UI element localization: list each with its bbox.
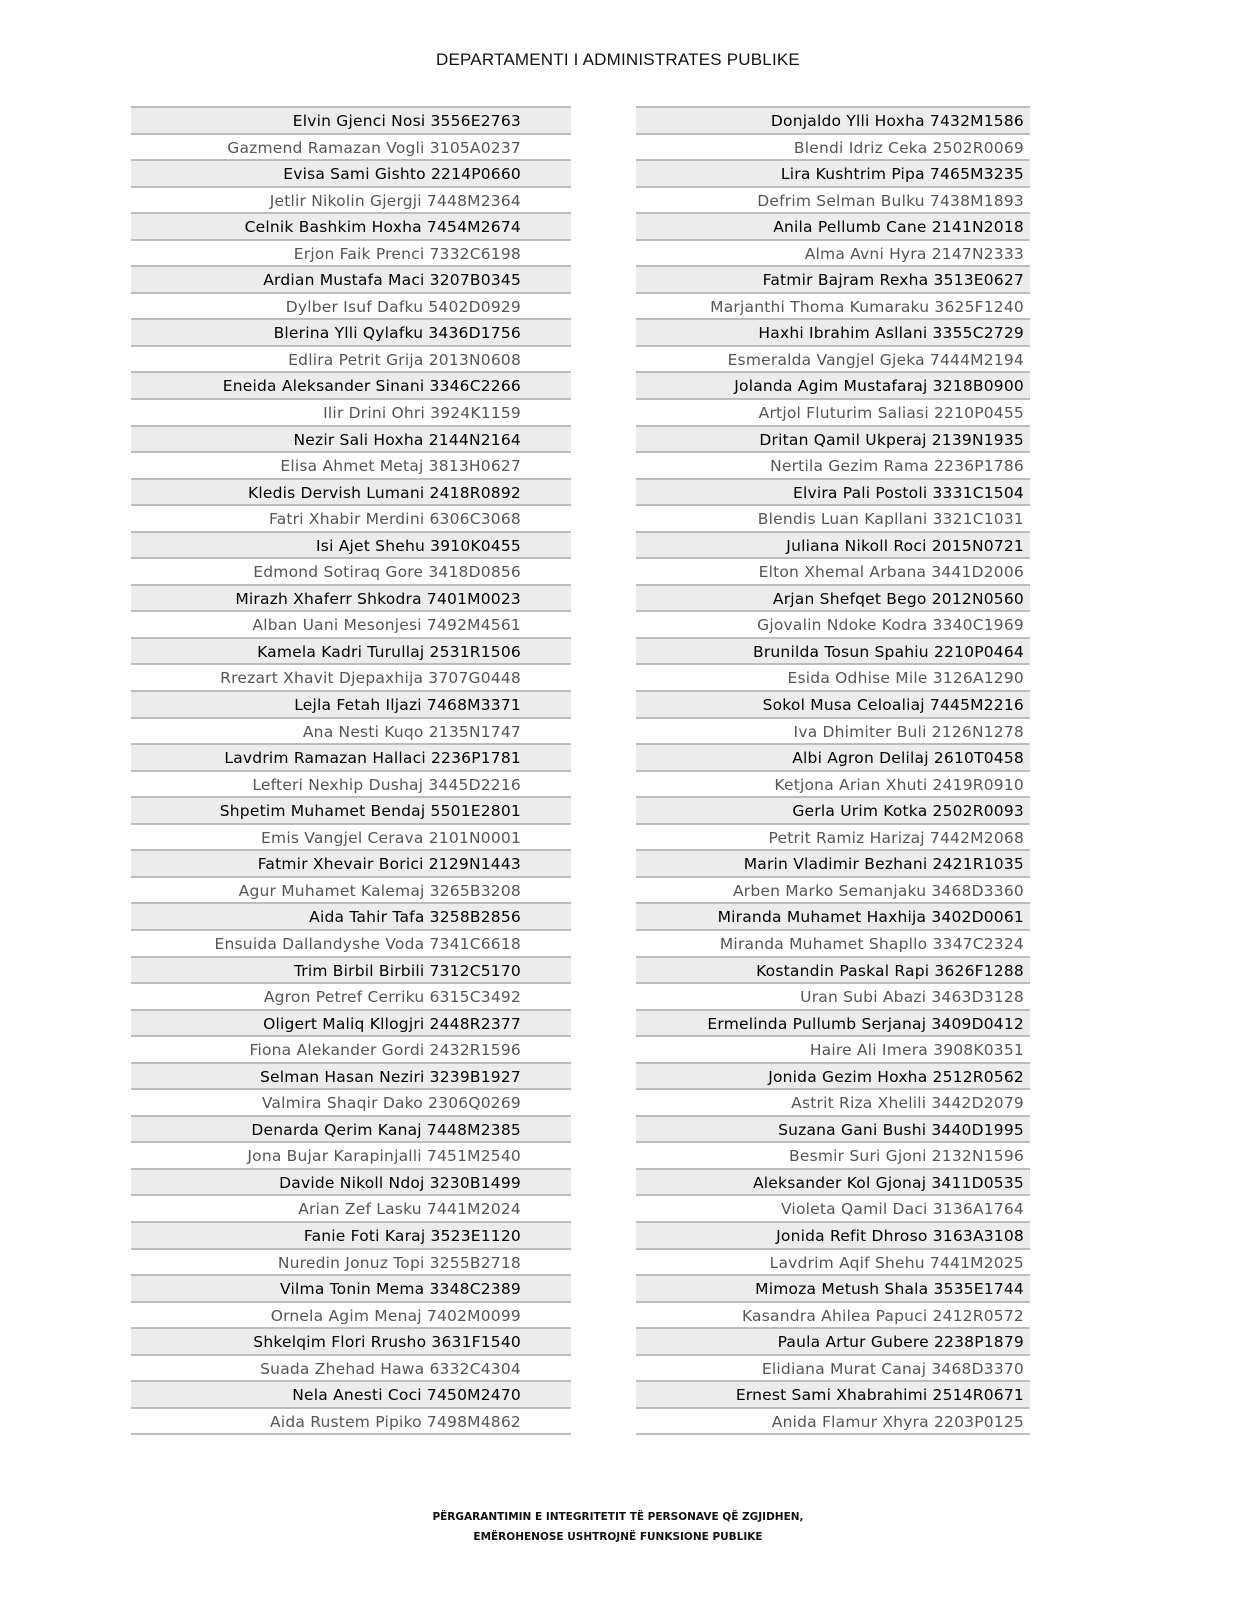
list-item: Erjon Faik Prenci 7332C6198 bbox=[131, 239, 571, 266]
list-item: Juliana Nikoll Roci 2015N0721 bbox=[636, 531, 1030, 558]
list-item: Edmond Sotiraq Gore 3418D0856 bbox=[131, 557, 571, 584]
list-item: Kostandin Paskal Rapi 3626F1288 bbox=[636, 956, 1030, 983]
list-item: Gazmend Ramazan Vogli 3105A0237 bbox=[131, 133, 571, 160]
list-item: Petrit Ramiz Harizaj 7442M2068 bbox=[636, 823, 1030, 850]
list-item: Marjanthi Thoma Kumaraku 3625F1240 bbox=[636, 292, 1030, 319]
list-item: Fatmir Bajram Rexha 3513E0627 bbox=[636, 265, 1030, 292]
list-item: Valmira Shaqir Dako 2306Q0269 bbox=[131, 1088, 571, 1115]
list-item: Iva Dhimiter Buli 2126N1278 bbox=[636, 717, 1030, 744]
list-item: Dritan Qamil Ukperaj 2139N1935 bbox=[636, 425, 1030, 452]
list-item: Nela Anesti Coci 7450M2470 bbox=[131, 1380, 571, 1407]
list-item: Trim Birbil Birbili 7312C5170 bbox=[131, 956, 571, 983]
list-item: Jonida Gezim Hoxha 2512R0562 bbox=[636, 1062, 1030, 1089]
list-item: Esmeralda Vangjel Gjeka 7444M2194 bbox=[636, 345, 1030, 372]
list-item: Davide Nikoll Ndoj 3230B1499 bbox=[131, 1168, 571, 1195]
list-item: Violeta Qamil Daci 3136A1764 bbox=[636, 1194, 1030, 1221]
list-item: Elvira Pali Postoli 3331C1504 bbox=[636, 478, 1030, 505]
list-item: Anila Pellumb Cane 2141N2018 bbox=[636, 212, 1030, 239]
list-item: Ornela Agim Menaj 7402M0099 bbox=[131, 1301, 571, 1328]
list-item: Emis Vangjel Cerava 2101N0001 bbox=[131, 823, 571, 850]
list-item: Shkelqim Flori Rrusho 3631F1540 bbox=[131, 1327, 571, 1354]
list-item: Fanie Foti Karaj 3523E1120 bbox=[131, 1221, 571, 1248]
list-item: Besmir Suri Gjoni 2132N1596 bbox=[636, 1141, 1030, 1168]
list-item: Elidiana Murat Canaj 3468D3370 bbox=[636, 1354, 1030, 1381]
list-item: Lefteri Nexhip Dushaj 3445D2216 bbox=[131, 770, 571, 797]
list-item: Lavdrim Aqif Shehu 7441M2025 bbox=[636, 1248, 1030, 1275]
list-item: Ilir Drini Ohri 3924K1159 bbox=[131, 398, 571, 425]
list-item: Albi Agron Delilaj 2610T0458 bbox=[636, 743, 1030, 770]
column-end-rule bbox=[636, 1433, 1030, 1435]
list-item: Astrit Riza Xhelili 3442D2079 bbox=[636, 1088, 1030, 1115]
list-item: Uran Subi Abazi 3463D3128 bbox=[636, 982, 1030, 1009]
list-item: Kledis Dervish Lumani 2418R0892 bbox=[131, 478, 571, 505]
list-item: Lira Kushtrim Pipa 7465M3235 bbox=[636, 159, 1030, 186]
list-item: Aida Rustem Pipiko 7498M4862 bbox=[131, 1407, 571, 1434]
list-item: Miranda Muhamet Haxhija 3402D0061 bbox=[636, 902, 1030, 929]
footer-line-2: EMËROHENOSE USHTROJNË FUNKSIONE PUBLIKE bbox=[473, 1531, 763, 1543]
list-item: Gerla Urim Kotka 2502R0093 bbox=[636, 796, 1030, 823]
list-item: Alban Uani Mesonjesi 7492M4561 bbox=[131, 610, 571, 637]
list-item: Jolanda Agim Mustafaraj 3218B0900 bbox=[636, 371, 1030, 398]
list-item: Sokol Musa Celoaliaj 7445M2216 bbox=[636, 690, 1030, 717]
right-name-list bbox=[636, 106, 1030, 1435]
list-item: Celnik Bashkim Hoxha 7454M2674 bbox=[131, 212, 571, 239]
list-item: Aleksander Kol Gjonaj 3411D0535 bbox=[636, 1168, 1030, 1195]
page-title: DEPARTAMENTI I ADMINISTRATES PUBLIKE bbox=[436, 50, 800, 69]
footer bbox=[0, 1507, 1236, 1547]
list-item: Jona Bujar Karapinjalli 7451M2540 bbox=[131, 1141, 571, 1168]
list-item: Fiona Alekander Gordi 2432R1596 bbox=[131, 1035, 571, 1062]
list-item: Kamela Kadri Turullaj 2531R1506 bbox=[131, 637, 571, 664]
list-item: Ardian Mustafa Maci 3207B0345 bbox=[131, 265, 571, 292]
list-item: Eneida Aleksander Sinani 3346C2266 bbox=[131, 371, 571, 398]
list-item: Nertila Gezim Rama 2236P1786 bbox=[636, 451, 1030, 478]
list-item: Esida Odhise Mile 3126A1290 bbox=[636, 663, 1030, 690]
list-item: Blendi Idriz Ceka 2502R0069 bbox=[636, 133, 1030, 160]
list-item: Fatri Xhabir Merdini 6306C3068 bbox=[131, 504, 571, 531]
list-item: Anida Flamur Xhyra 2203P0125 bbox=[636, 1407, 1030, 1434]
list-item: Ermelinda Pullumb Serjanaj 3409D0412 bbox=[636, 1009, 1030, 1036]
list-item: Elton Xhemal Arbana 3441D2006 bbox=[636, 557, 1030, 584]
list-item: Suzana Gani Bushi 3440D1995 bbox=[636, 1115, 1030, 1142]
footer-line-1: PËRGARANTIMIN E INTEGRITETIT TË PERSONAVE QË ZGJIDHEN, bbox=[432, 1511, 804, 1523]
list-item: Vilma Tonin Mema 3348C2389 bbox=[131, 1274, 571, 1301]
list-item: Alma Avni Hyra 2147N2333 bbox=[636, 239, 1030, 266]
list-item: Mimoza Metush Shala 3535E1744 bbox=[636, 1274, 1030, 1301]
list-item: Agron Petref Cerriku 6315C3492 bbox=[131, 982, 571, 1009]
list-item: Mirazh Xhaferr Shkodra 7401M0023 bbox=[131, 584, 571, 611]
list-item: Arian Zef Lasku 7441M2024 bbox=[131, 1194, 571, 1221]
list-item: Elisa Ahmet Metaj 3813H0627 bbox=[131, 451, 571, 478]
column-end-rule bbox=[131, 1433, 571, 1435]
list-item: Arjan Shefqet Bego 2012N0560 bbox=[636, 584, 1030, 611]
list-item: Arben Marko Semanjaku 3468D3360 bbox=[636, 876, 1030, 903]
list-item: Ernest Sami Xhabrahimi 2514R0671 bbox=[636, 1380, 1030, 1407]
list-item: Paula Artur Gubere 2238P1879 bbox=[636, 1327, 1030, 1354]
list-item: Nuredin Jonuz Topi 3255B2718 bbox=[131, 1248, 571, 1275]
list-item: Donjaldo Ylli Hoxha 7432M1586 bbox=[636, 106, 1030, 133]
list-item: Evisa Sami Gishto 2214P0660 bbox=[131, 159, 571, 186]
list-item: Shpetim Muhamet Bendaj 5501E2801 bbox=[131, 796, 571, 823]
list-item: Agur Muhamet Kalemaj 3265B3208 bbox=[131, 876, 571, 903]
list-item: Haire Ali Imera 3908K0351 bbox=[636, 1035, 1030, 1062]
list-item: Ana Nesti Kuqo 2135N1747 bbox=[131, 717, 571, 744]
list-item: Jonida Refit Dhroso 3163A3108 bbox=[636, 1221, 1030, 1248]
list-item: Ensuida Dallandyshe Voda 7341C6618 bbox=[131, 929, 571, 956]
left-name-list bbox=[131, 106, 571, 1435]
list-item: Jetlir Nikolin Gjergji 7448M2364 bbox=[131, 186, 571, 213]
list-item: Edlira Petrit Grija 2013N0608 bbox=[131, 345, 571, 372]
list-item: Aida Tahir Tafa 3258B2856 bbox=[131, 902, 571, 929]
list-item: Artjol Fluturim Saliasi 2210P0455 bbox=[636, 398, 1030, 425]
list-item: Blendis Luan Kapllani 3321C1031 bbox=[636, 504, 1030, 531]
list-item: Kasandra Ahilea Papuci 2412R0572 bbox=[636, 1301, 1030, 1328]
list-item: Nezir Sali Hoxha 2144N2164 bbox=[131, 425, 571, 452]
list-item: Rrezart Xhavit Djepaxhija 3707G0448 bbox=[131, 663, 571, 690]
list-item: Marin Vladimir Bezhani 2421R1035 bbox=[636, 849, 1030, 876]
list-item: Miranda Muhamet Shapllo 3347C2324 bbox=[636, 929, 1030, 956]
list-item: Brunilda Tosun Spahiu 2210P0464 bbox=[636, 637, 1030, 664]
list-item: Isi Ajet Shehu 3910K0455 bbox=[131, 531, 571, 558]
list-item: Lavdrim Ramazan Hallaci 2236P1781 bbox=[131, 743, 571, 770]
list-item: Oligert Maliq Kllogjri 2448R2377 bbox=[131, 1009, 571, 1036]
list-item: Selman Hasan Neziri 3239B1927 bbox=[131, 1062, 571, 1089]
list-item: Elvin Gjenci Nosi 3556E2763 bbox=[131, 106, 571, 133]
list-item: Suada Zhehad Hawa 6332C4304 bbox=[131, 1354, 571, 1381]
list-item: Denarda Qerim Kanaj 7448M2385 bbox=[131, 1115, 571, 1142]
list-item: Lejla Fetah Iljazi 7468M3371 bbox=[131, 690, 571, 717]
list-item: Gjovalin Ndoke Kodra 3340C1969 bbox=[636, 610, 1030, 637]
list-item: Haxhi Ibrahim Asllani 3355C2729 bbox=[636, 318, 1030, 345]
list-item: Dylber Isuf Dafku 5402D0929 bbox=[131, 292, 571, 319]
list-item: Ketjona Arian Xhuti 2419R0910 bbox=[636, 770, 1030, 797]
list-item: Blerina Ylli Qylafku 3436D1756 bbox=[131, 318, 571, 345]
list-item: Defrim Selman Bulku 7438M1893 bbox=[636, 186, 1030, 213]
list-item: Fatmir Xhevair Borici 2129N1443 bbox=[131, 849, 571, 876]
